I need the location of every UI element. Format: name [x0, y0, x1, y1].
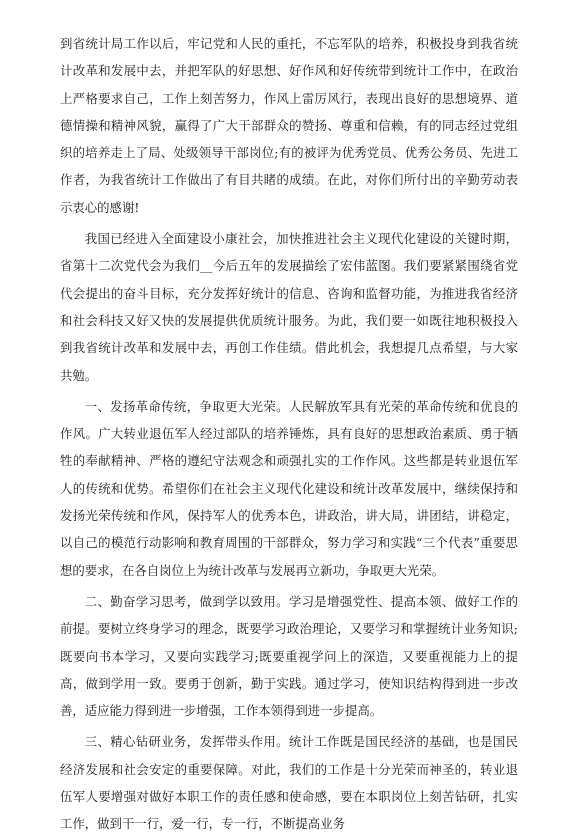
paragraph-background: 我国已经进入全面建设小康社会，加快推进社会主义现代化建设的关键时期，省第十二次党代会为我们__今后五年的发展描绘了宏伟蓝图。我们要紧紧围绕省党代会提出的奋斗目标，充分发挥好统计的信息、咨询和监督功能，为推进我省经济和社会科技又好又快的发展提供优质统计服务。为此，我们要一如既往地积极投入到我省统计改革和发展中去，再创工作佳绩。借此机会，我想提几点希望，与大家共勉。	[60, 231, 518, 383]
paragraph-point-one: 一、发扬革命传统，争取更大光荣。人民解放军具有光荣的革命传统和优良的作风。广大转业退伍军人经过部队的培养锤炼，具有良好的思想政治素质、勇于牺牲的奉献精神、严格的遵纪守法观念和顽强扎实的工作作风。这些都是转业退伍军人的传统和优势。希望你们在社会主义现代化建设和统计改革发展中，继续保持和发扬光荣传统和作风，保持军人的优秀本色，讲政治，讲大局，讲团结，讲稳定，以自己的模范行动影响和教育周围的干部群众，努力学习和实践“三个代表”重要思想的要求，在各自岗位上为统计改革与发展再立新功，争取更大光荣。	[60, 398, 518, 578]
paragraph-point-three: 三、精心钻研业务，发挥带头作用。统计工作既是国民经济的基础，也是国民经济发展和社会安定的重要保障。对此，我们的工作是十分光荣而神圣的，转业退伍军人要增强对做好本职工作的责任感和使命感，要在本职岗位上刻苦钻研，扎实工作，做到干一行，爱一行，专一行，不断提高业务	[60, 734, 518, 832]
paragraph-continuation: 到省统计局工作以后，牢记党和人民的重托，不忘军队的培养，积极投身到我省统计改革和发展中去，并把军队的好思想、好作风和好传统带到统计工作中，在政治上严格要求自己，工作上刻苦努力，作风上雷厉风行，表现出良好的思想境界、道德情操和精神风貌，赢得了广大干部群众的赞扬、尊重和信赖，有的同志经过党组织的培养走上了局、处级领导干部岗位;有的被评为优秀党员、优秀公务员、先进工作者，为我省统计工作做出了有目共睹的成绩。在此，对你们所付出的辛勤劳动表示衷心的感谢!	[60, 36, 518, 215]
paragraph-point-two: 二、勤奋学习思考，做到学以致用。学习是增强党性、提高本领、做好工作的前提。要树立终身学习的理念，既要学习政治理论，又要学习和掌握统计业务知识;既要向书本学习，又要向实践学习;既要重视学问上的深造，又要重视能力上的提高，做到学用一致。要勇于创新，勤于实践。通过学习，使知识结构得到进一步改善，适应能力得到进一步增强，工作本领得到进一步提高。	[60, 593, 518, 719]
